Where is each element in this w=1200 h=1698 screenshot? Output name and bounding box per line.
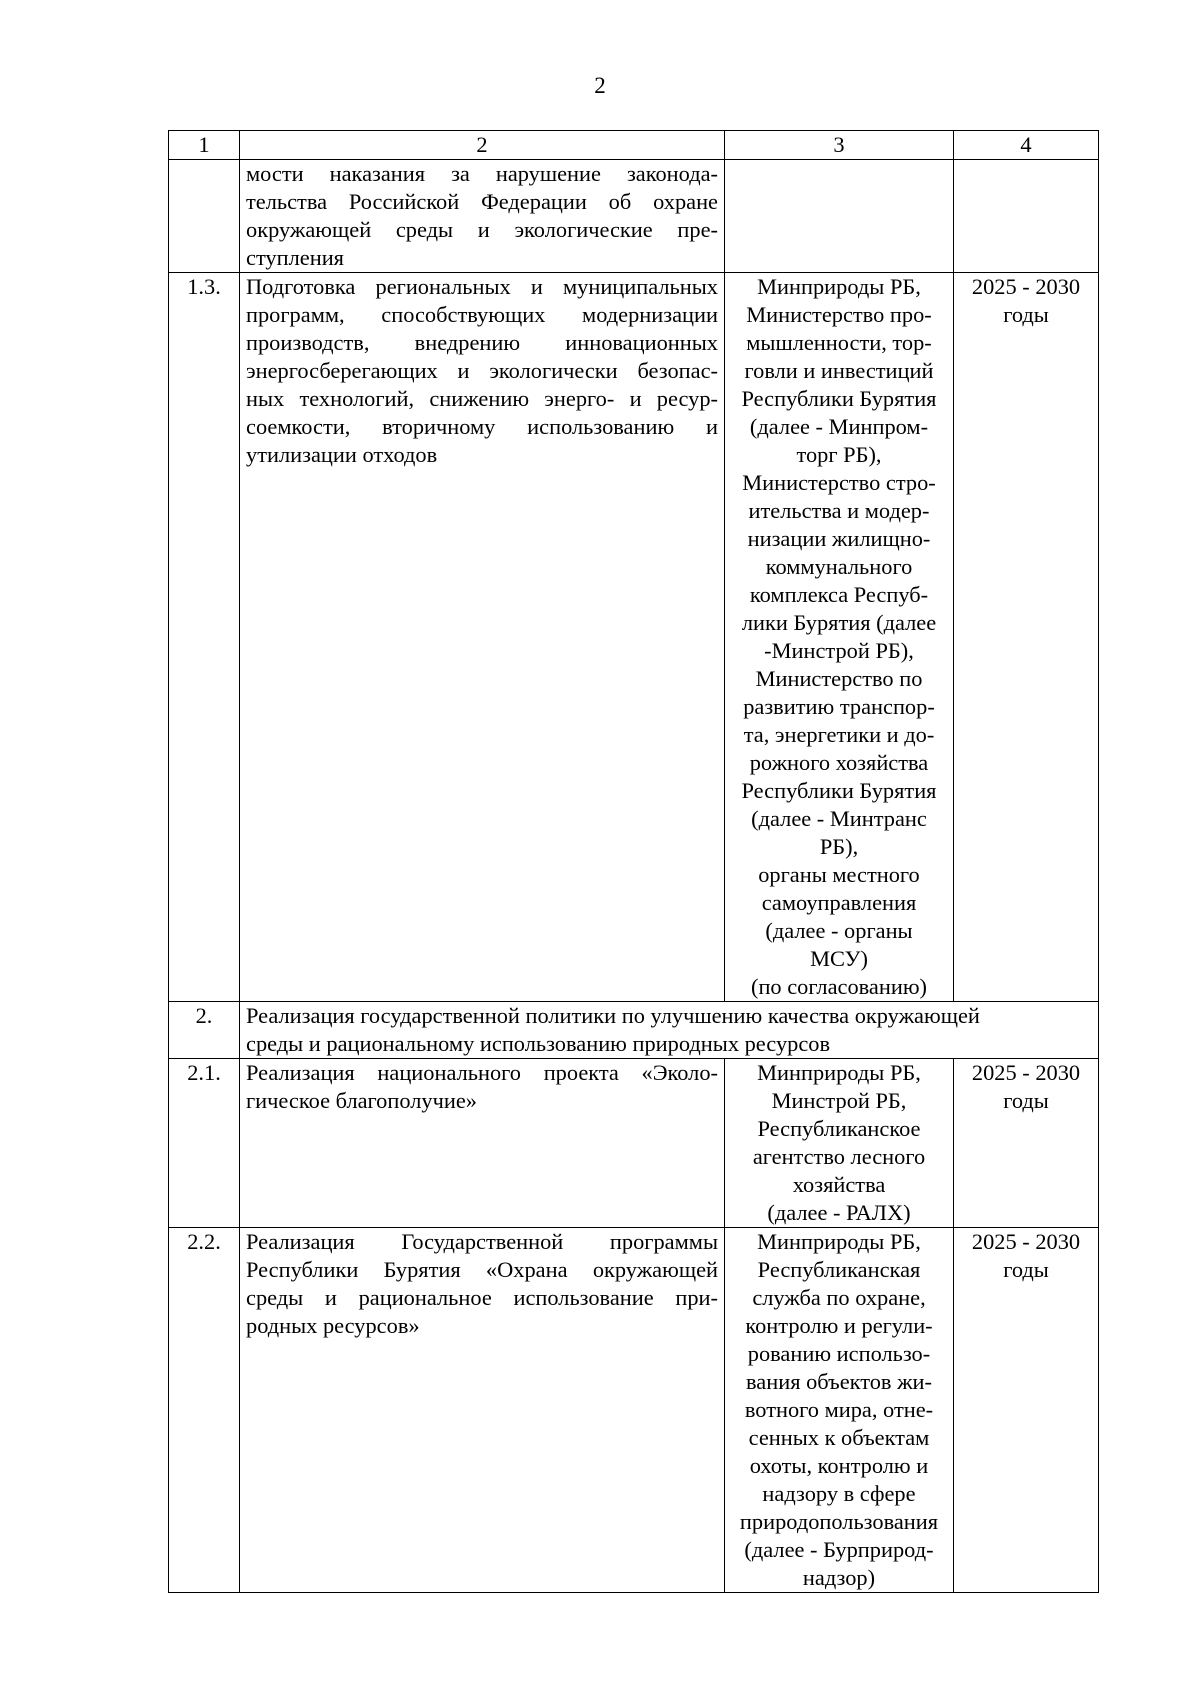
row-number: 2.1. bbox=[169, 1059, 240, 1228]
responsible-line: торг РБ), bbox=[796, 442, 882, 467]
term-line: годы bbox=[1003, 1088, 1049, 1113]
responsible-line: хозяйства bbox=[792, 1172, 886, 1197]
responsible-line: комплекса Респуб- bbox=[749, 582, 929, 607]
term-line: годы bbox=[1003, 1257, 1049, 1282]
section-heading-line: среды и рациональному использованию природных ресурсов bbox=[246, 1031, 831, 1056]
responsible-line: сенных к объектам bbox=[748, 1425, 930, 1450]
description-line: Реализация Государственной программы bbox=[246, 1229, 718, 1254]
description-line: программ, способствующих модернизации bbox=[246, 302, 718, 327]
responsible-line: (далее - органы bbox=[765, 918, 913, 943]
row-term bbox=[954, 1228, 1099, 1593]
row-responsible bbox=[725, 1059, 954, 1228]
responsible-line: органы местного bbox=[758, 862, 920, 887]
table-row-section-2 bbox=[169, 1002, 1099, 1059]
responsible-line: рожного хозяйства bbox=[749, 750, 929, 775]
description-line: родных ресурсов» bbox=[246, 1313, 420, 1338]
description-line: Подготовка региональных и муниципальных bbox=[246, 274, 718, 299]
responsible-line: Республики Бурятия bbox=[741, 778, 937, 803]
row-responsible bbox=[725, 1228, 954, 1593]
section-heading-line: Реализация государственной политики по улучшению качества окружающей bbox=[246, 1003, 980, 1028]
description-line: окружающей среды и экологические пре- bbox=[246, 217, 718, 242]
row-number bbox=[169, 160, 240, 273]
header-col-4: 4 bbox=[954, 131, 1099, 160]
responsible-line: Министерство про- bbox=[746, 302, 932, 327]
responsible-line: Министерство стро- bbox=[742, 470, 936, 495]
responsible-line: лики Бурятия (далее bbox=[741, 610, 937, 635]
responsible-line: самоуправления bbox=[761, 890, 917, 915]
responsible-line: Республиканская bbox=[757, 1257, 921, 1282]
responsible-line: контролю и регули- bbox=[745, 1313, 933, 1338]
table-header-row bbox=[169, 131, 1099, 160]
responsible-line: низации жилищно- bbox=[747, 526, 931, 551]
responsible-line: охоты, контролю и bbox=[749, 1453, 929, 1478]
responsible-line: РБ), bbox=[819, 834, 859, 859]
table-row-2-1 bbox=[169, 1059, 1099, 1228]
description-line: мости наказания за нарушение законода- bbox=[246, 161, 718, 186]
row-number: 2.2. bbox=[169, 1228, 240, 1593]
responsible-line: Минприроды РБ, bbox=[757, 274, 921, 299]
responsible-line: агентство лесного bbox=[752, 1144, 926, 1169]
responsible-line: надзор) bbox=[802, 1565, 876, 1590]
responsible-line: природопользования bbox=[739, 1509, 939, 1534]
activities-table bbox=[168, 130, 1099, 1593]
description-line: утилизации отходов bbox=[246, 442, 438, 467]
term-line: 2025 - 2030 bbox=[971, 1229, 1081, 1254]
table-row-1-3 bbox=[169, 273, 1099, 1002]
row-responsible bbox=[725, 273, 954, 1002]
responsible-line: та, энергетики и до- bbox=[743, 722, 935, 747]
row-term bbox=[954, 1059, 1099, 1228]
responsible-line: ительства и модер- bbox=[748, 498, 930, 523]
row-description bbox=[240, 273, 725, 1002]
row-number: 2. bbox=[169, 1002, 240, 1059]
responsible-line: мышленности, тор- bbox=[746, 330, 932, 355]
responsible-line: -Минстрой РБ), bbox=[764, 638, 914, 663]
responsible-line: служба по охране, bbox=[752, 1285, 926, 1310]
responsible-line: коммунального bbox=[765, 554, 913, 579]
responsible-line: (далее - Минтранс bbox=[751, 806, 927, 831]
responsible-line: (далее - Минпром- bbox=[749, 414, 929, 439]
description-line: Республики Бурятия «Охрана окружающей bbox=[246, 1257, 718, 1282]
responsible-line: Республики Бурятия bbox=[741, 386, 937, 411]
responsible-line: Республиканское bbox=[757, 1116, 921, 1141]
table-row-2-2 bbox=[169, 1228, 1099, 1593]
responsible-line: вотного мира, отне- bbox=[744, 1397, 934, 1422]
description-line: тельства Российской Федерации об охране bbox=[246, 189, 718, 214]
description-line: среды и рациональное использование при- bbox=[246, 1285, 718, 1310]
term-line: годы bbox=[1003, 302, 1049, 327]
row-description bbox=[240, 160, 725, 273]
description-line: ступления bbox=[246, 245, 344, 270]
row-term bbox=[954, 160, 1099, 273]
responsible-line: (далее - Бурприрод- bbox=[744, 1537, 934, 1562]
header-col-1: 1 bbox=[169, 131, 240, 160]
responsible-line: рованию использо- bbox=[747, 1341, 931, 1366]
responsible-line: надзору в сфере bbox=[762, 1481, 916, 1506]
responsible-line: (далее - РАЛХ) bbox=[767, 1200, 911, 1225]
row-term bbox=[954, 273, 1099, 1002]
row-number: 1.3. bbox=[169, 273, 240, 1002]
responsible-line: вания объектов жи- bbox=[746, 1369, 932, 1394]
description-line: ных технологий, снижению энерго- и ресур- bbox=[246, 386, 718, 411]
header-col-2: 2 bbox=[240, 131, 725, 160]
description-line: производств, внедрению инновационных bbox=[246, 330, 718, 355]
row-description bbox=[240, 1059, 725, 1228]
responsible-line: говли и инвестиций bbox=[744, 358, 934, 383]
description-line: Реализация национального проекта «Эколо- bbox=[246, 1060, 718, 1085]
header-col-3: 3 bbox=[725, 131, 954, 160]
responsible-line: развитию транспор- bbox=[743, 694, 935, 719]
responsible-line: Министерство по bbox=[755, 666, 923, 691]
page-number: 2 bbox=[594, 73, 606, 98]
responsible-line: МСУ) bbox=[810, 946, 868, 971]
description-line: соемкости, вторичному использованию и bbox=[246, 414, 718, 439]
section-heading bbox=[240, 1002, 1099, 1059]
responsible-line: Минприроды РБ, bbox=[757, 1229, 921, 1254]
description-line: гическое благополучие» bbox=[246, 1088, 478, 1113]
description-line: энергосберегающих и экологически безопас- bbox=[246, 358, 718, 383]
term-line: 2025 - 2030 bbox=[971, 274, 1081, 299]
row-responsible bbox=[725, 160, 954, 273]
responsible-line: Минстрой РБ, bbox=[771, 1088, 907, 1113]
term-line: 2025 - 2030 bbox=[971, 1060, 1081, 1085]
row-description bbox=[240, 1228, 725, 1593]
responsible-line: Минприроды РБ, bbox=[757, 1060, 921, 1085]
responsible-line: (по согласованию) bbox=[750, 974, 928, 999]
table-row-continuation bbox=[169, 160, 1099, 273]
